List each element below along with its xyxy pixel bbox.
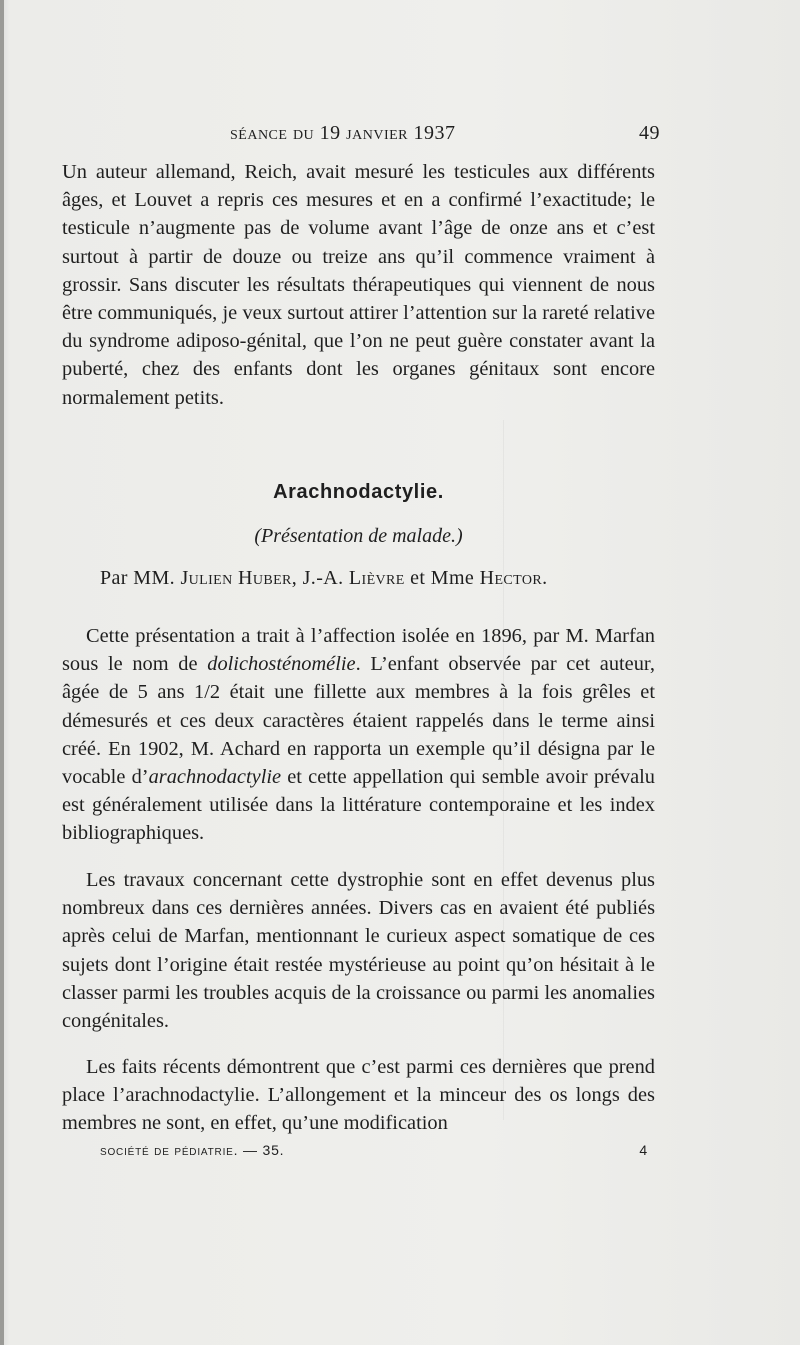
author-huber: Julien Huber xyxy=(180,567,292,589)
paragraph-presentation xyxy=(62,622,655,848)
page-edge-shadow xyxy=(0,0,4,1345)
author-lievre: J.-A. Lièvre xyxy=(302,567,405,589)
footer-journal: société de pédiatrie. — 35. xyxy=(100,1142,285,1158)
signature-mark: 4 xyxy=(639,1142,648,1158)
paragraph-travaux: Les travaux concernant cette dystrophie sont en effet devenus plus nombreux dans ces dernières années. Divers cas en avaient été publiés après celui de Marfan, mentionnant le curieux aspect somatique de ces sujets dont l’origine était restée mystérieuse au point qu’on hésitait à le classer parmi les troubles acquis de la croissance ou parmi les anomalies congénitales. xyxy=(62,869,655,1033)
author-prefix: Par MM. xyxy=(100,567,176,589)
running-title: séance du 19 janvier 1937 xyxy=(230,122,456,144)
term-dolichostenomelie: dolichosténomélie xyxy=(207,653,356,676)
page-number: 49 xyxy=(639,122,660,144)
author-hector: Hector. xyxy=(479,567,548,589)
author-conjunction: et Mme xyxy=(410,567,475,589)
paragraph-faits-recents: Les faits récents démontrent que c’est parmi ces dernières que prend place l’arachnodactylie. L’allongement et la minceur des os longs des membres ne sont, en effet, qu’une modification xyxy=(62,1056,655,1135)
running-header xyxy=(200,122,660,152)
author-line: Par MM. Julien Huber, J.-A. Lièvre et Mme Hector. xyxy=(100,567,548,589)
article-title: Arachnodactylie. xyxy=(273,481,444,503)
p2-text-a: Cette présentation a trait à l’affection isolée en 1896, par M. Marfan sous le nom de xyxy=(62,625,655,676)
term-arachnodactylie: arachnodactylie xyxy=(148,766,282,789)
p2-text-c: et cette appellation qui semble avoir prévalu est généralement utilisée dans la littérature contemporaine et les index bibliographiques. xyxy=(62,766,655,845)
p2-text-b: . L’enfant observée par cet auteur, âgée de 5 ans 1/2 était une fillette aux membres à la fois grêles et démesurés et ces deux caractères étaient rappelés dans le terme ainsi créé. En 1902, M. Achard en rapporta un exemple qu’il désigna par le vocable d’ xyxy=(62,653,655,789)
paragraph-testicules: Un auteur allemand, Reich, avait mesuré les testicules aux différents âges, et Louvet a repris ces mesures et en a confirmé l’exactitude; le testicule n’augmente pas de volume avant l’âge de onze ans et c’est surtout à partir de douze ou treize ans qu’il commence vraiment à grossir. Sans discuter les résultats thérapeutiques qui viennent de nous être communiqués, je veux surtout attirer l’attention sur la rareté relative du syndrome adiposo-génital, que l’on ne peut guère constater avant la puberté, chez des enfants dont les organes génitaux sont encore normalement petits. xyxy=(62,161,655,409)
article-subtitle: (Présentation de malade.) xyxy=(254,525,463,547)
